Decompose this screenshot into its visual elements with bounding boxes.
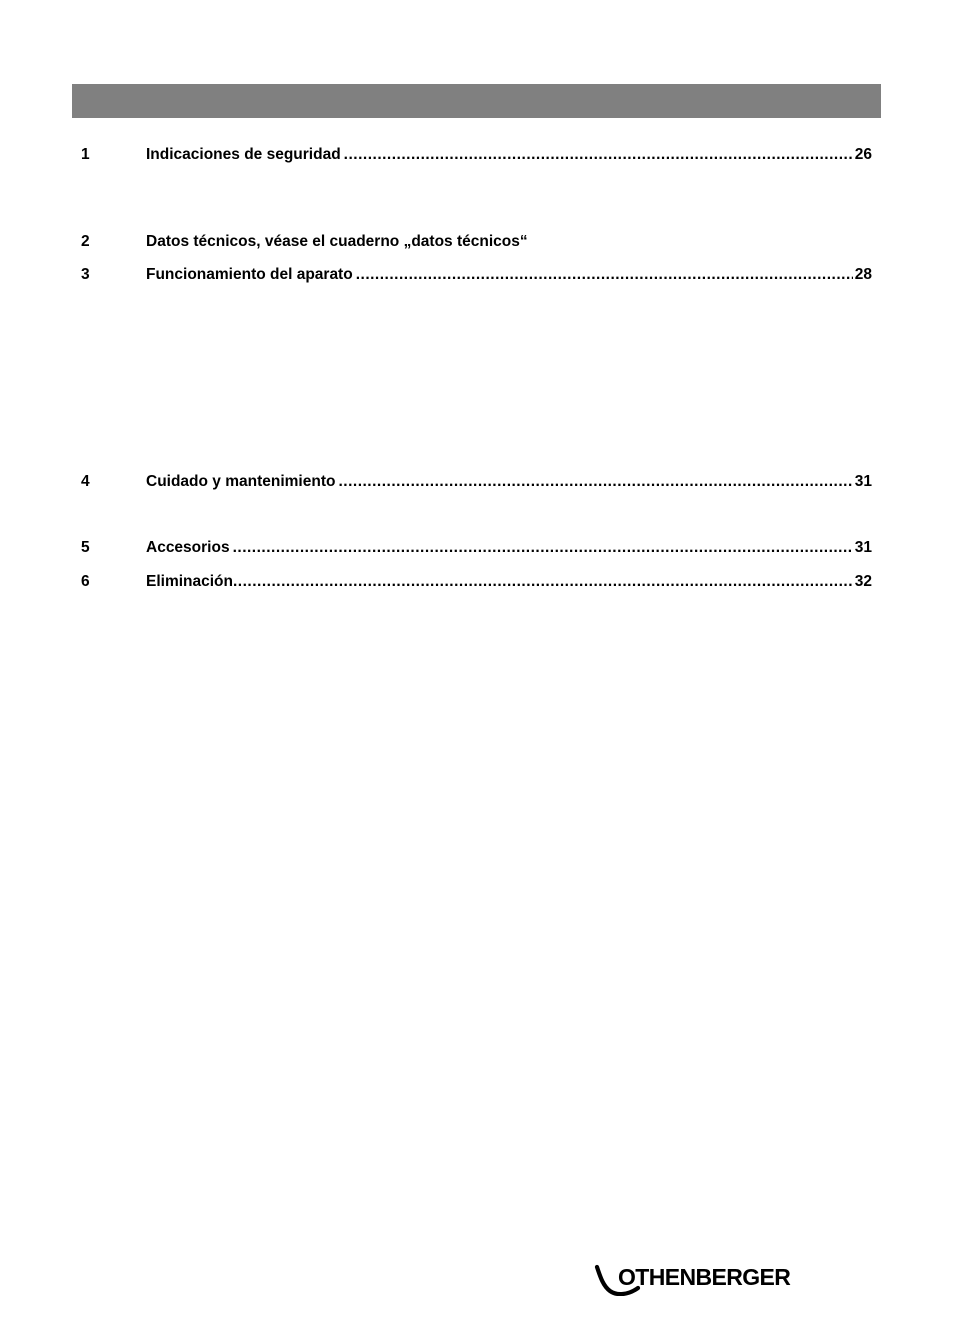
toc-title: Cuidado y mantenimiento [146,473,336,490]
toc-item-3[interactable] [81,266,872,286]
toc-page-number: 31 [854,473,872,490]
toc-item-5[interactable] [81,539,872,559]
brand-logo-text: OTHENBERGER [618,1264,791,1290]
toc-item-1[interactable] [81,146,872,166]
toc-number: 4 [81,473,90,490]
toc-page-number: 32 [854,573,872,590]
toc-leader-dots [344,146,853,164]
toc-title: Funcionamiento del aparato [146,266,353,283]
rothenberger-logo [594,1262,826,1296]
toc-title: Accesorios [146,539,230,556]
toc-number: 6 [81,573,90,590]
toc-number: 1 [81,146,90,163]
toc-leader-dots [233,573,853,591]
toc-item-6[interactable] [81,573,872,593]
toc-number: 3 [81,266,90,283]
toc-page-number: 26 [854,146,872,163]
toc-item-2[interactable] [81,233,872,253]
header-bar [72,84,881,118]
toc-number: 5 [81,539,90,556]
toc-title: Eliminación [146,573,233,590]
toc-title: Indicaciones de seguridad [146,146,341,163]
toc-item-4[interactable] [81,473,872,493]
toc-leader-dots [233,539,853,557]
toc-leader-dots [338,473,852,491]
toc-page-number: 28 [854,266,872,283]
toc-number: 2 [81,233,90,250]
toc-page-number: 31 [854,539,872,556]
toc-leader-dots [356,266,853,284]
toc-title: Datos técnicos, véase el cuaderno „datos técnicos“ [146,233,528,250]
